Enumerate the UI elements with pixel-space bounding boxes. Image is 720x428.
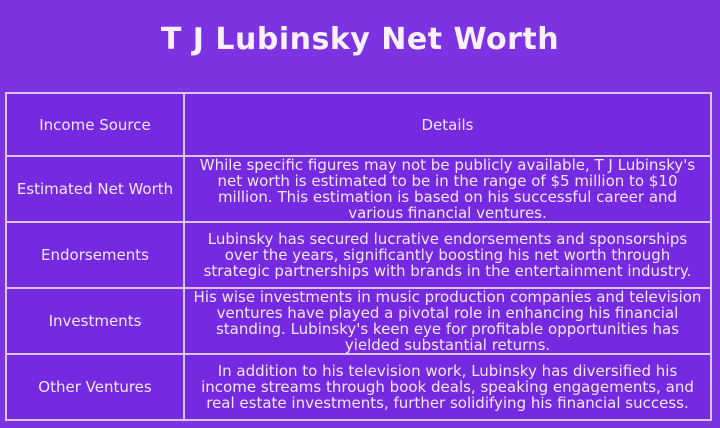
table-row	[6, 222, 711, 288]
net-worth-table	[5, 92, 712, 421]
income-source-cell: Endorsements	[6, 222, 184, 288]
income-source-cell: Investments	[6, 288, 184, 354]
column-header-income-source: Income Source	[6, 93, 184, 156]
table-row	[6, 354, 711, 420]
income-source-cell: Estimated Net Worth	[6, 156, 184, 222]
income-source-cell: Other Ventures	[6, 354, 184, 420]
table-row	[6, 156, 711, 222]
page-title: T J Lubinsky Net Worth	[160, 22, 560, 57]
details-cell: Lubinsky has secured lucrative endorsements and sponsorships over the years, significantly boosting his net worth through strategic partnerships with brands in the entertainment industry.	[184, 222, 711, 288]
table-header-row	[6, 93, 711, 156]
table-row	[6, 288, 711, 354]
column-header-details: Details	[184, 93, 711, 156]
details-cell: His wise investments in music production companies and television ventures have played a pivotal role in enhancing his financial standing. Lubinsky's keen eye for profitable opportunities has yielded substantial returns.	[184, 288, 711, 354]
details-cell: While specific figures may not be publicly available, T J Lubinsky's net worth is estimated to be in the range of $5 million to $10 million. This estimation is based on his successful career and various financial ventures.	[184, 156, 711, 222]
details-cell: In addition to his television work, Lubinsky has diversified his income streams through book deals, speaking engagements, and real estate investments, further solidifying his financial success.	[184, 354, 711, 420]
